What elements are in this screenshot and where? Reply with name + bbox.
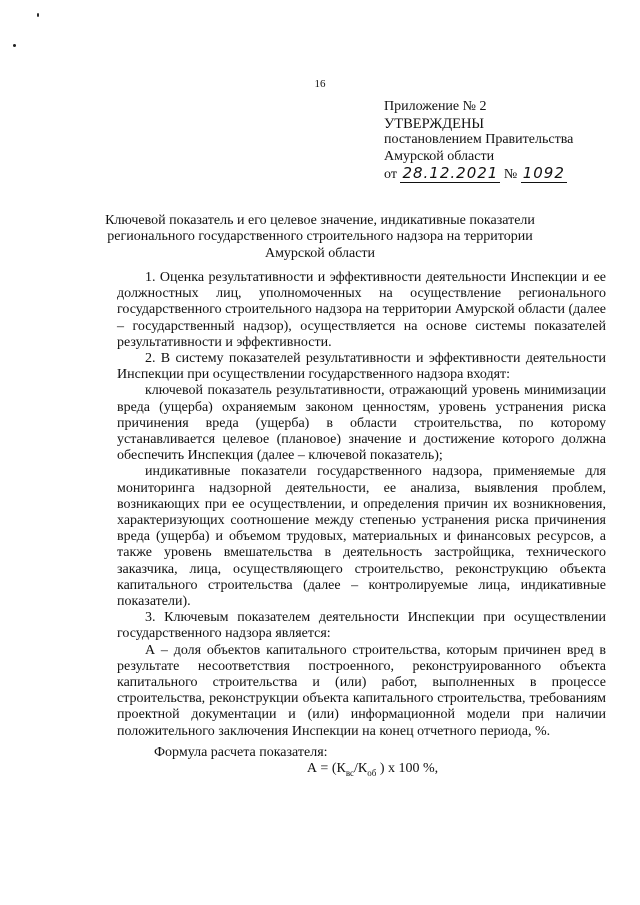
date-prefix: от	[384, 167, 397, 182]
date-number-line	[384, 165, 624, 184]
scan-mark-top	[37, 13, 39, 17]
formula-rhs: ) х 100 %,	[376, 761, 439, 777]
number-prefix: №	[503, 167, 518, 182]
formula-sub-2: об	[367, 767, 377, 778]
resolution-label: постановлением Правительства	[384, 132, 574, 147]
formula	[117, 761, 606, 781]
title-line-2: регионального государственного строительного надзора на территории	[107, 229, 533, 245]
approved-label: УТВЕРЖДЕНЫ	[384, 115, 485, 132]
paragraph-indicative-indicators: индикативные показатели государственного надзора, применяемые для мониторинга надзорной деятельности, ее анализа, выявления проблем, возникающих при ее осуществлении, и определения причин их возникновения, характеризующих соотношение между степенью устранения риска причинения вреда (ущерба) и объемом трудовых, материальных и финансовых ресурсов, а также уровень вмешательства в деятельность застройщика, технического заказчика, лица, осуществляющего строительство, реконструкцию объекта капитального строительства (далее – контролируемые лица, индикативные показатели).	[117, 464, 606, 610]
paragraph-3: 3. Ключевым показателем деятельности Инспекции при осуществлении государственного надзора является:	[117, 610, 606, 642]
document-title	[100, 213, 540, 262]
title-line-1: Ключевой показатель и его целевое значение, индикативные показатели	[105, 213, 535, 228]
appendix-label: Приложение № 2	[384, 99, 487, 114]
approval-block	[384, 99, 624, 184]
region-label: Амурской области	[384, 148, 495, 164]
formula-lhs: А = (К	[306, 761, 346, 777]
paragraph-2: 2. В систему показателей результативности и эффективности деятельности Инспекции при осуществлении государственного надзора входят:	[117, 351, 606, 383]
document-body	[117, 270, 606, 781]
paragraph-indicator-a: А – доля объектов капитального строительства, которым причинен вред в результате несоответствия построенного, реконструированного объекта капитального строительства и (или) работ, выполненных в процессе строительства, реконструкции объекта капитального строительства, требованиям проектной документации и (или) информационной модели при наличии положительного заключения Инспекции на конец отчетного периода, %.	[117, 642, 606, 739]
paragraph-key-indicator: ключевой показатель результативности, отражающий уровень минимизации вреда (ущерба) охраняемым законом ценностям, уровень устранения риска причинения вреда (ущерба) в области строительства, по которому устанавливается целевое (плановое) значение и достижение которого должна обеспечить Инспекция (далее – ключевой показатель);	[117, 383, 606, 464]
title-line-3: Амурской области	[264, 245, 376, 261]
formula-label: Формула расчета показателя:	[154, 744, 328, 760]
scan-mark-left	[13, 44, 16, 47]
handwritten-number: 1092	[522, 164, 565, 182]
formula-sub-1: вс	[345, 767, 355, 778]
formula-slash: /К	[354, 761, 368, 777]
handwritten-date: 28.12.2021	[402, 164, 499, 182]
paragraph-1: 1. Оценка результативности и эффективности деятельности Инспекции и ее должностных лиц, уполномоченных на осуществление регионального государственного строительного надзора на территории Амурской области (далее – государственный надзор), осуществляется на основе системы показателей результативности и эффективности.	[117, 270, 606, 350]
page-number: 16	[314, 78, 326, 90]
